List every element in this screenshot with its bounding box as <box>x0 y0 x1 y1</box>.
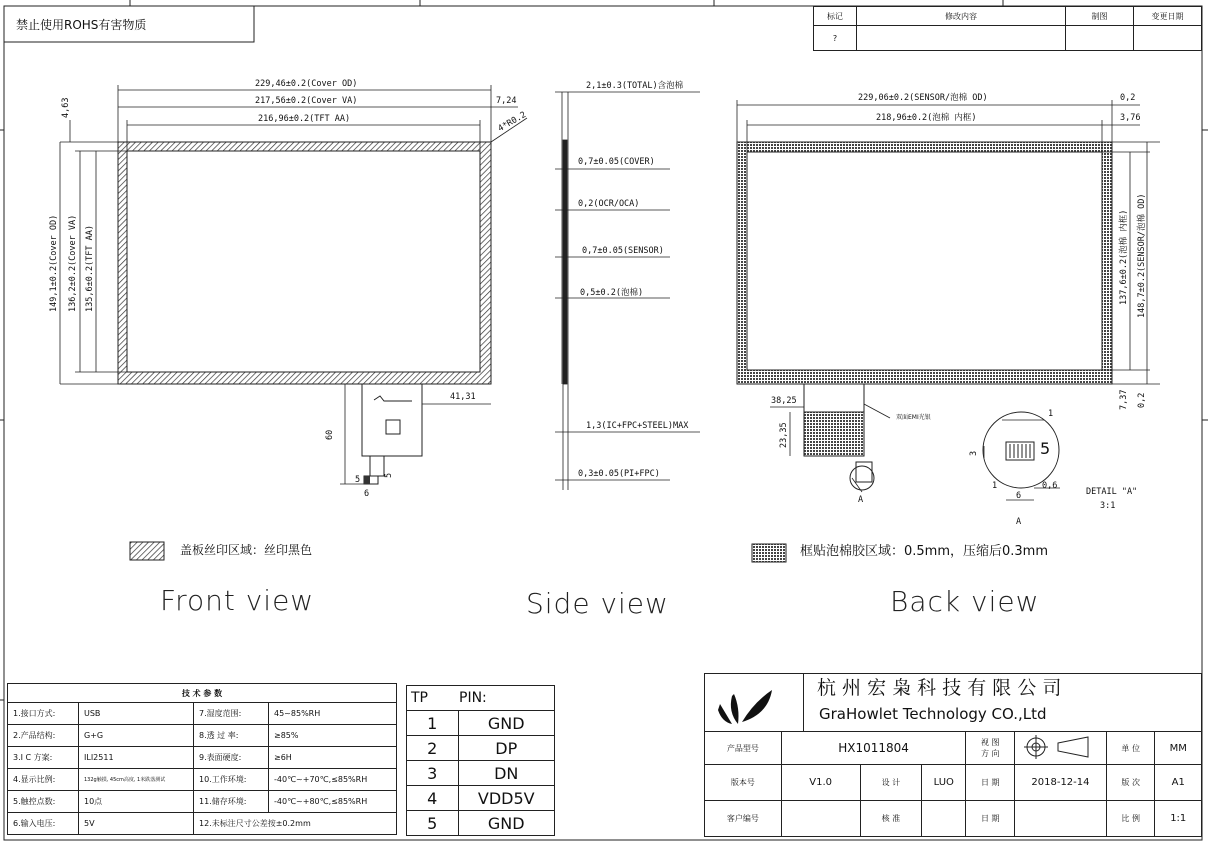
detail-scale: 3:1 <box>1100 501 1116 511</box>
tech-cell: G+G <box>79 725 194 747</box>
pin-signal: DP <box>458 736 555 761</box>
dim-label: 4*R0.2 <box>496 110 529 135</box>
side-view-caption: Side view <box>526 587 669 620</box>
tech-cell: 10.工作环境: <box>194 769 269 791</box>
page-header-title: 禁止使用ROHS有害物质 <box>16 18 147 32</box>
side-label: 2,1±0.3(TOTAL)含泡棉 <box>586 81 684 91</box>
tech-cell: 9.表面硬度: <box>194 747 269 769</box>
pin-signal: GND <box>458 811 555 836</box>
pin-number: 1 <box>407 711 459 736</box>
tech-cell: 132g触摸, 45cm高度, 1米跌落测试 <box>79 769 194 791</box>
table-row <box>8 791 397 813</box>
dim-label: 5 <box>384 472 394 478</box>
side-label: 0,2(OCR/OCA) <box>578 199 640 209</box>
pin-header: TP <box>407 686 459 711</box>
table-row <box>8 813 397 835</box>
side-label: 0,7±0.05(COVER) <box>578 157 655 167</box>
rev-header: 变更日期 <box>1134 7 1202 26</box>
dim-label: 1 <box>992 481 998 491</box>
detail-5-label: 5 <box>1040 439 1051 458</box>
pin-signal: GND <box>458 711 555 736</box>
back-view-outline <box>737 100 1160 500</box>
tb-cell <box>1015 801 1107 837</box>
pin-number: 4 <box>407 786 459 811</box>
front-legend: 盖板丝印区域：丝印黑色 <box>180 543 313 557</box>
dim-label: 6 <box>364 489 370 499</box>
title-block-header <box>704 673 1202 732</box>
dim-label: 38,25 <box>771 396 797 406</box>
rev-header: 修改内容 <box>857 7 1066 26</box>
pin-number: 3 <box>407 761 459 786</box>
table-row <box>8 747 397 769</box>
tech-params-table <box>7 683 397 835</box>
tech-cell: 5V <box>79 813 194 835</box>
dim-label: 216,96±0.2(TFT AA) <box>258 114 351 124</box>
table-row <box>407 711 555 736</box>
dim-label: 135,6±0.2(TFT AA) <box>85 225 95 312</box>
tech-cell: 3.I C 方案: <box>8 747 79 769</box>
pin-signal: VDD5V <box>458 786 555 811</box>
tb-cell: 版本号 <box>705 765 782 801</box>
tb-cell <box>781 801 860 837</box>
side-label: 0,5±0.2(泡棉) <box>580 288 644 298</box>
pin-signal: DN <box>458 761 555 786</box>
tech-cell: 12.未标注尺寸公差按±0.2mm <box>194 813 397 835</box>
rev-cell <box>1066 26 1134 51</box>
tech-cell: 45~85%RH <box>269 703 397 725</box>
dim-label: 229,06±0.2(SENSOR/泡棉 OD) <box>858 93 988 103</box>
tb-cell: 比 例 <box>1106 801 1155 837</box>
side-label: 1,3(IC+FPC+STEEL)MAX <box>586 421 689 431</box>
dim-label: 7,24 <box>496 96 517 106</box>
tech-cell: ≥85% <box>269 725 397 747</box>
rev-cell <box>1134 26 1202 51</box>
pin-table <box>406 685 555 836</box>
company-name-cn: 杭 州 宏 枭 科 技 有 限 公 司 <box>817 677 1062 699</box>
table-row <box>8 725 397 747</box>
tb-cell <box>1015 732 1107 765</box>
marker-a: A <box>1016 517 1022 527</box>
dim-label: 41,31 <box>450 392 476 402</box>
table-row <box>407 786 555 811</box>
front-view-outline <box>60 85 527 484</box>
table-row <box>407 811 555 836</box>
dim-label: 7,37 <box>1119 389 1129 410</box>
rev-cell: ? <box>814 26 857 51</box>
emi-label: 双面EMI光银 <box>896 414 931 421</box>
tb-cell: MM <box>1155 732 1202 765</box>
detail-label: DETAIL "A" <box>1086 487 1138 497</box>
tech-cell: 10点 <box>79 791 194 813</box>
tb-cell: 单 位 <box>1106 732 1155 765</box>
tb-cell: 1:1 <box>1155 801 1202 837</box>
revision-table <box>813 6 1202 51</box>
back-legend: 框贴泡棉胶区域：0.5mm，压缩后0.3mm <box>800 544 1049 559</box>
dim-label: 6 <box>1016 491 1022 501</box>
dim-label: 5 <box>355 475 361 485</box>
marker-a: A <box>858 495 864 505</box>
tech-cell: 6.输入电压: <box>8 813 79 835</box>
dim-label: 149,1±0.2(Cover OD) <box>49 214 59 312</box>
rev-header: 制图 <box>1066 7 1134 26</box>
side-label: 0,3±0.05(PI+FPC) <box>578 469 660 479</box>
dim-label: 3 <box>969 450 979 456</box>
tech-cell: ILI2511 <box>79 747 194 769</box>
tb-cell: V1.0 <box>781 765 860 801</box>
tech-cell: 7.湿度范围: <box>194 703 269 725</box>
company-name-en: GraHowlet Technology CO.,Ltd <box>819 705 1047 723</box>
dim-label: 218,96±0.2(泡棉 内框) <box>876 113 977 123</box>
pin-number: 2 <box>407 736 459 761</box>
tech-cell: 5.触控点数: <box>8 791 79 813</box>
tech-cell: 11.储存环境: <box>194 791 269 813</box>
tb-cell: LUO <box>922 765 966 801</box>
dim-label: 137,6±0.2(泡棉 内框) <box>1119 209 1129 305</box>
tb-cell: 日 期 <box>966 765 1015 801</box>
dim-label: 136,2±0.2(Cover VA) <box>68 214 78 312</box>
dim-label: 0,6 <box>1042 481 1058 491</box>
tb-cell: 版 次 <box>1106 765 1155 801</box>
tech-cell: -40℃~+80℃,≤85%RH <box>269 791 397 813</box>
dim-label: 0,2 <box>1137 392 1147 408</box>
dim-label: 4,63 <box>61 97 71 118</box>
back-view-caption: Back view <box>890 585 1040 618</box>
dim-label: 3,76 <box>1120 113 1141 123</box>
dim-label: 0,2 <box>1120 93 1136 103</box>
dim-label: 60 <box>325 429 335 440</box>
tb-cell: 视 图 方 向 <box>966 732 1015 765</box>
rev-cell <box>857 26 1066 51</box>
tb-cell: 产品型号 <box>705 732 782 765</box>
table-row <box>8 703 397 725</box>
dim-label: 1 <box>1048 409 1054 419</box>
tb-cell: A1 <box>1155 765 1202 801</box>
tech-title: 技 术 参 数 <box>8 684 397 703</box>
tech-cell: ≥6H <box>269 747 397 769</box>
tb-cell: HX1011804 <box>781 732 966 765</box>
tech-cell: 4.显示比例: <box>8 769 79 791</box>
tech-cell: 2.产品结构: <box>8 725 79 747</box>
table-row <box>8 769 397 791</box>
tb-cell <box>922 801 966 837</box>
tb-cell: 日 期 <box>966 801 1015 837</box>
tb-cell: 2018-12-14 <box>1015 765 1107 801</box>
tb-cell: 核 准 <box>860 801 922 837</box>
title-block-table <box>704 731 1202 837</box>
pin-number: 5 <box>407 811 459 836</box>
table-row <box>407 736 555 761</box>
tech-cell: 1.接口方式: <box>8 703 79 725</box>
table-row <box>407 761 555 786</box>
tech-cell: -40℃~+70℃,≤85%RH <box>269 769 397 791</box>
pin-header: PIN: <box>458 686 555 711</box>
tb-cell: 客户编号 <box>705 801 782 837</box>
rev-header: 标记 <box>814 7 857 26</box>
dim-label: 217,56±0.2(Cover VA) <box>255 96 358 106</box>
side-label: 0,7±0.05(SENSOR) <box>582 246 664 256</box>
dim-label: 229,46±0.2(Cover OD) <box>255 79 358 89</box>
tech-cell: 8.透 过 率: <box>194 725 269 747</box>
front-view-caption: Front view <box>160 584 315 617</box>
dim-label: 23,35 <box>779 422 789 448</box>
dim-label: 148,7±0.2(SENSOR/泡棉 OD) <box>1137 193 1147 318</box>
tech-cell: USB <box>79 703 194 725</box>
tb-cell: 设 计 <box>860 765 922 801</box>
